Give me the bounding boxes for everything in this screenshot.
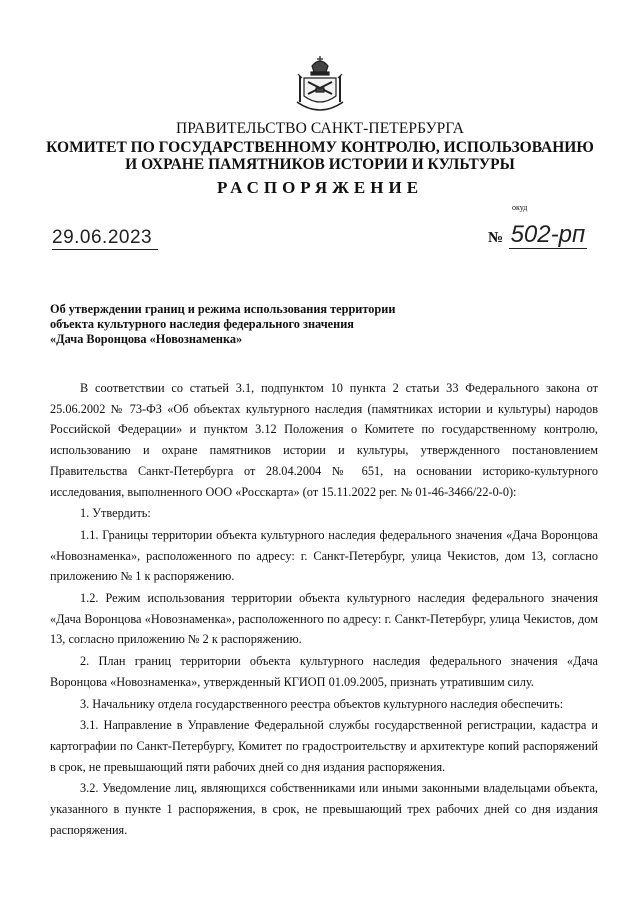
paragraph-1: 1. Утвердить:: [80, 506, 151, 521]
paragraph-1-2: 1.2. Режим использования территории объекта культурного наследия федерального значения «Дача Воронцова «Новознаменка», расположенного по адресу: г. Санкт-Петербург, улица Чекистов, дом 13, согласно приложению № 2 к распоряжению.: [50, 591, 598, 647]
committee-title-line1: КОМИТЕТ ПО ГОСУДАРСТВЕННОМУ КОНТРОЛЮ, ИСПОЛЬЗОВАНИЮ: [46, 139, 594, 156]
document-number: [488, 222, 587, 249]
subject-line2: объекта культурного наследия федерального значения: [50, 317, 354, 331]
paragraph-intro: В соответствии со статьей 3.1, подпунктом 10 пункта 2 статьи 33 Федерального закона от 25.06.2002 № 73-ФЗ «Об объектах культурного наследия (памятниках истории и культуры) народов Российской Федерации» и пунктом 3.12 Положения о Комитете по государственному контролю, использованию и охране памятников истории и культуры, утвержденного постановлением Правительства Санкт-Петербурга от 28.04.2004 № 651, на основании историко-культурного исследования, выполненного ООО «Росскарта» (от 15.11.2022 рег. № 01-46-3466/22-0-0):: [50, 381, 598, 499]
document-date: 29.06.2023: [52, 227, 158, 250]
paragraph-3-1: 3.1. Направление в Управление Федеральной службы государственной регистрации, кадастра и картографии по Санкт-Петербургу, Комитет по градостроительству и архитектуре копий распоряжений в срок, не превышающий пяти рабочих дней со дня издания распоряжения.: [50, 718, 598, 774]
subject-line1: Об утверждении границ и режима использования территории: [50, 302, 396, 316]
number-value: 502-рп: [510, 221, 586, 248]
paragraph-3: 3. Начальнику отдела государственного реестра объектов культурного наследия обеспечить:: [80, 696, 564, 711]
number-label: №: [488, 230, 504, 246]
paragraph-1-1: 1.1. Границы территории объекта культурного наследия федерального значения «Дача Воронцова «Новознаменка», расположенного по адресу: г. Санкт-Петербург, улица Чекистов, дом 13, согласно приложению № 1 к распоряжению.: [50, 527, 598, 584]
document-type: РАСПОРЯЖЕНИЕ: [216, 178, 424, 197]
government-title: ПРАВИТЕЛЬСТВО САНКТ-ПЕТЕРБУРГА: [175, 120, 465, 137]
paragraph-2: 2. План границ территории объекта культурного наследия федерального значения «Дача Воронцова «Новознаменка», утвержденный КГИОП 01.09.2005, признать утратившим силу.: [50, 654, 598, 689]
paragraph-3-2: 3.2. Уведомление лиц, являющихся собственниками или иными законными владельцами объекта, указанного в пункте 1 распоряжения, в срок, не превышающий трех рабочих дней со дня издания распоряжения.: [50, 781, 598, 837]
committee-title-line2: И ОХРАНЕ ПАМЯТНИКОВ ИСТОРИИ И КУЛЬТУРЫ: [125, 156, 515, 173]
okud-label: окуд: [512, 203, 528, 212]
subject-line3: «Дача Воронцова «Новознаменка»: [50, 332, 243, 346]
document-body: [50, 378, 598, 840]
committee-title: [0, 139, 640, 173]
coat-of-arms-emblem: [294, 52, 346, 118]
document-subject: [50, 302, 470, 347]
